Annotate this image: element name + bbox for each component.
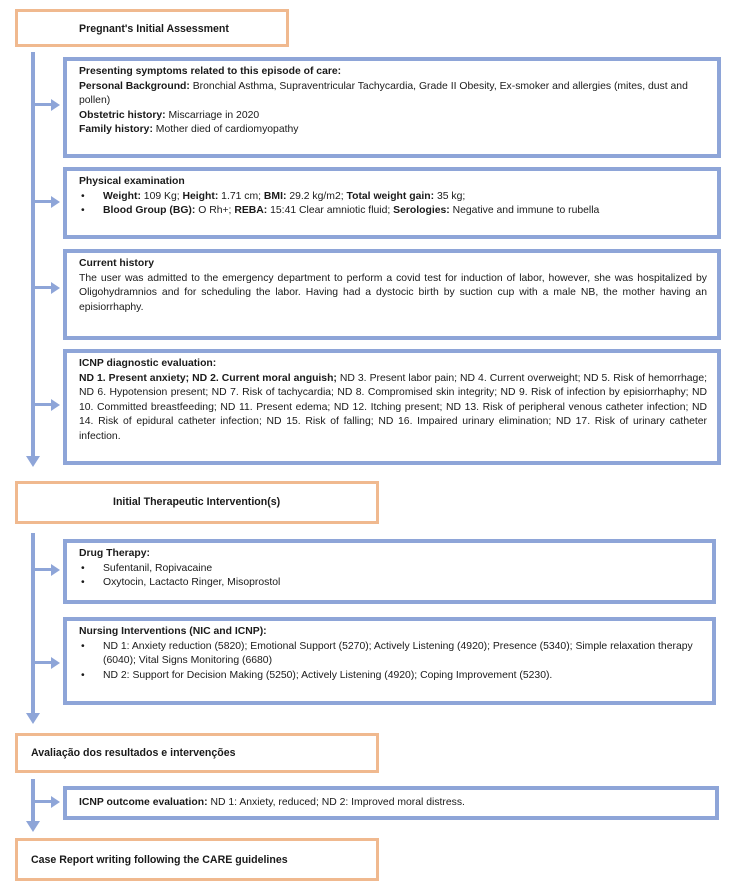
flow-line-assessment: [31, 52, 35, 456]
branch-arrow-nursing: [35, 661, 52, 664]
flow-arrowhead-interventions: [26, 713, 40, 724]
branch-arrow-physical: [35, 200, 52, 203]
branch-arrow-drug: [35, 568, 52, 571]
presenting-box: [63, 57, 721, 158]
presenting-title: Presenting symptoms related to this episode of care:: [79, 66, 342, 77]
physical-exam-list: [79, 190, 707, 219]
physical-exam-item: [79, 204, 707, 219]
drug-therapy-list: [79, 562, 702, 591]
stage-initial-assessment: [15, 9, 289, 47]
physical-exam-box: [63, 167, 721, 239]
flow-line-interventions: [31, 533, 35, 713]
icnp-diagnostic-bold: ND 1. Present anxiety; ND 2. Current moral anguish;: [79, 372, 337, 384]
nursing-interventions-box: [63, 617, 716, 705]
current-history-box: [63, 249, 721, 340]
drug-therapy-item: • Sufentanil, Ropivacaine: [79, 562, 702, 577]
obstetric-history: [79, 109, 707, 124]
branch-arrow-outcome: [35, 800, 52, 803]
stage-case-report-label: Case Report writing following the CARE guidelines: [31, 854, 288, 866]
stage-therapeutic-interventions: [15, 481, 379, 524]
personal-background-text: Bronchial Asthma, Supraventricular Tachycardia, Grade II Obesity, Ex-smoker and allergies (mites, dust and pollen): [79, 80, 688, 106]
height-value: 1.71 cm;: [218, 190, 264, 202]
serologies-value: Negative and immune to rubella: [449, 205, 600, 216]
physical-exam-title: Physical examination: [79, 176, 185, 187]
weight-gain-value: 35 kg;: [434, 190, 466, 202]
branch-arrow-current: [35, 286, 52, 289]
flow-arrowhead-results: [26, 821, 40, 832]
obstetric-history-text: Miscarriage in 2020: [165, 109, 260, 121]
branch-arrow-icnp: [35, 403, 52, 406]
stage-results-evaluation-label: Avaliação dos resultados e intervenções: [31, 747, 236, 759]
flow-arrowhead-assessment: [26, 456, 40, 467]
serologies-label: Serologies:: [393, 205, 450, 216]
icnp-outcome-label: ICNP outcome evaluation:: [79, 797, 208, 808]
height-label: Height:: [182, 190, 219, 202]
icnp-diagnostic-box: [63, 349, 721, 465]
drug-therapy-title: Drug Therapy:: [79, 548, 151, 559]
bmi-value: 29.2 kg/m2;: [286, 190, 347, 202]
icnp-outcome-value: ND 1: Anxiety, reduced; ND 2: Improved moral distress.: [207, 797, 465, 808]
current-history-text: The user was admitted to the emergency department to perform a covid test for induction of labor, however, she was hospitalized by Oligohydramnios and for scheduling the labor. Having had a dystocic birth by suction cup with a male NB, the mother having an episiorrhaphy.: [79, 272, 707, 313]
stage-initial-assessment-label: Pregnant's Initial Assessment: [79, 23, 229, 35]
family-history-label: Family history:: [79, 124, 153, 135]
icnp-outcome-text: [79, 796, 705, 811]
stage-case-report: [15, 838, 379, 881]
drug-therapy-item: • Oxytocin, Lactacto Ringer, Misoprostol: [79, 576, 702, 591]
stage-therapeutic-interventions-label: Initial Therapeutic Intervention(s): [113, 496, 281, 508]
blood-group-value: O Rh+;: [195, 205, 235, 216]
icnp-diagnostic-rest: ND 3. Present labor pain; ND 4. Current overweight; ND 5. Risk of hemorrhage; ND 6. Hypotension present; ND 7. Risk of tachycardia; ND 8. Compromised skin integrity; ND 9. Risk of infection by episiorrhaphy; ND 10. Committed breastfeeding; ND 11. Present edema; ND 12. Itching present; ND 13. Risk of peripheral venous catheter infection; ND 14. Risk of epidural catheter infection; ND 15. Risk of falling; ND 16. Impaired urinary elimination; ND 17. Risk of urinary catheter infection.: [79, 372, 707, 442]
weight-gain-label: Total weight gain:: [346, 190, 435, 202]
physical-exam-item: [79, 190, 707, 205]
personal-background: [79, 80, 707, 109]
drug-therapy-box: [63, 539, 716, 604]
family-history: [79, 123, 707, 138]
reba-label: REBA:: [234, 205, 268, 216]
nursing-interventions-title: Nursing Interventions (NIC and ICNP):: [79, 626, 267, 637]
blood-group-label: Blood Group (BG):: [103, 205, 196, 216]
current-history-title: Current history: [79, 258, 155, 269]
reba-value: 15:41 Clear amniotic fluid;: [267, 205, 394, 216]
obstetric-history-label: Obstetric history:: [79, 109, 166, 121]
family-history-text: Mother died of cardiomyopathy: [152, 124, 299, 135]
nursing-intervention-item: • ND 1: Anxiety reduction (5820); Emotional Support (5270); Actively Listening (4920); Presence (5340); Simple relaxation therapy (6040); Vital Signs Monitoring (6680): [79, 640, 702, 669]
nursing-intervention-item: • ND 2: Support for Decision Making (5250); Actively Listening (4920); Coping Improvement (5230).: [79, 669, 702, 684]
icnp-outcome-box: [63, 786, 719, 820]
weight-label: Weight:: [103, 190, 141, 202]
branch-arrow-presenting: [35, 103, 52, 106]
personal-background-label: Personal Background:: [79, 80, 190, 92]
icnp-diagnostic-text: [79, 372, 707, 445]
bmi-label: BMI:: [263, 190, 287, 202]
nursing-interventions-list: [79, 640, 702, 684]
weight-value: 109 Kg;: [140, 190, 183, 202]
stage-results-evaluation: [15, 733, 379, 773]
icnp-diagnostic-title: ICNP diagnostic evaluation:: [79, 358, 217, 369]
